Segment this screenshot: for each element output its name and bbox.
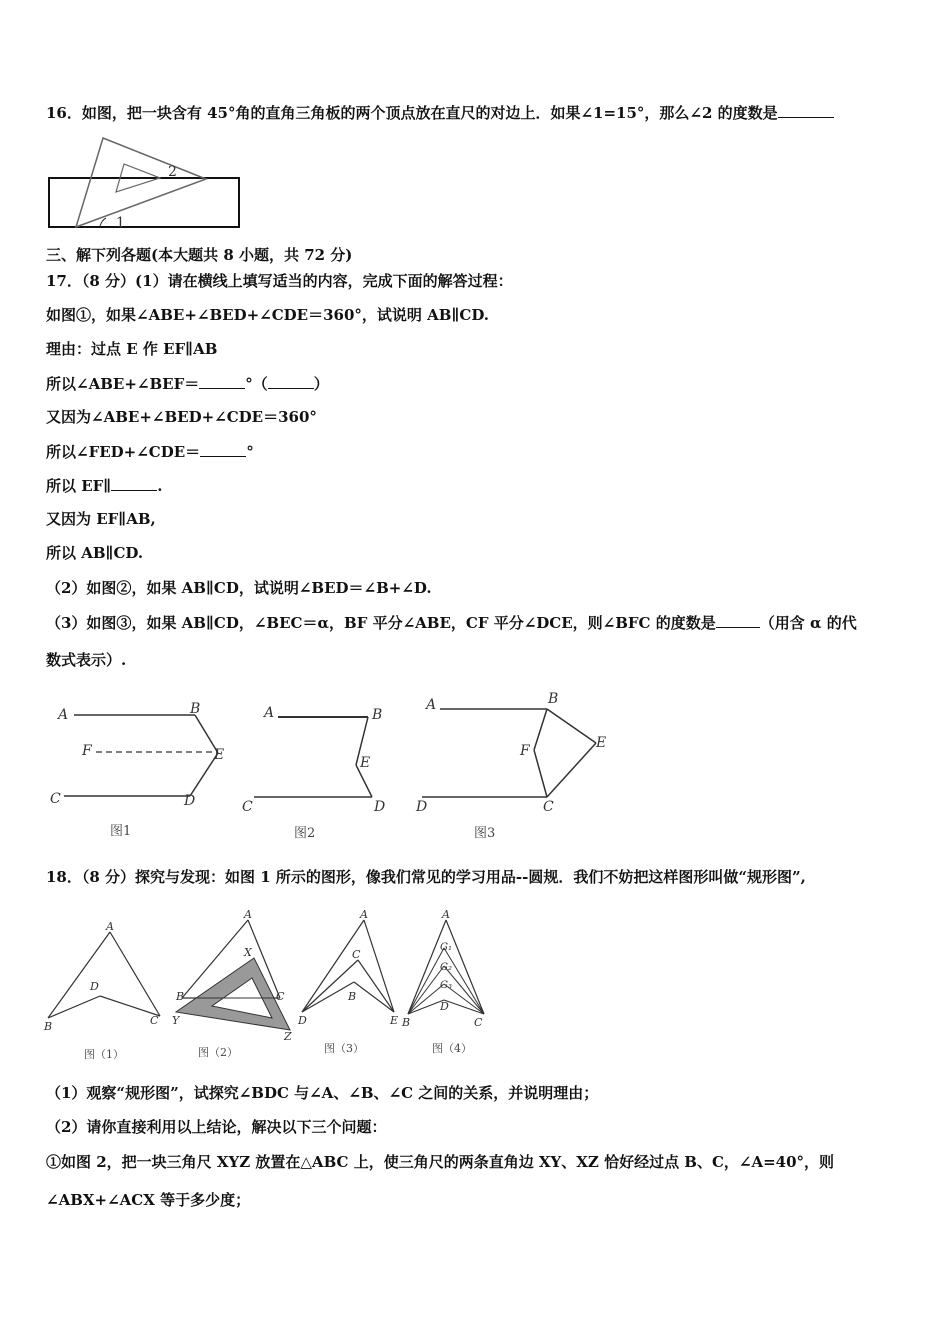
label-C: C [276,990,285,1003]
label-B: B [548,691,559,707]
q17-part-3: （3）如图③，如果 AB∥CD，∠BEC＝α，BF 平分∠ABE，CF 平分∠DCE，则∠BFC 的度数是 （用含 α 的代 [46,614,857,632]
label-A: A [264,705,275,721]
q17-line-3: 所以∠ABE+∠BEF＝ °（ ） [46,375,329,393]
label-E: E [390,1014,399,1027]
label-B: B [348,990,357,1003]
label-G2: G₂ [440,962,452,973]
q17-figure-1 [40,695,240,845]
label-B: B [44,1020,53,1033]
q18-figure-1 [40,918,170,1063]
q17-line-4: 又因为∠ABE+∠BED+∠CDE＝360° [46,408,317,426]
q16-answer-blank[interactable] [778,102,834,118]
q17-blank-3[interactable] [200,441,246,457]
caption-fig3: 图3 [474,826,496,841]
q17-blank-2[interactable] [268,373,314,389]
label-C: C [474,1016,483,1029]
q16-text: 16．如图，把一块含有 45°角的直角三角板的两个顶点放在直尺的对边上．如果∠1=15°，那么∠2 的度数是 [46,102,834,123]
label-X: X [244,946,252,959]
q17-line-1: 如图①，如果∠ABE+∠BED+∠CDE＝360°，试说明 AB∥CD. [46,306,490,324]
label-D: D [374,799,386,815]
q16-figure [46,134,246,234]
label-A: A [426,697,437,713]
label-C: C [150,1014,159,1027]
label-D: D [298,1014,307,1027]
q17-part-2: （2）如图②，如果 AB∥CD，试说明∠BED＝∠B+∠D. [46,579,432,597]
q17-line-7: 又因为 EF∥AB, [46,510,156,528]
label-F: F [82,743,92,759]
q18-part-2-item-1: ①如图 2，把一块三角尺 XYZ 放置在△ABC 上，使三角尺的两条直角边 XY、XZ 恰好经过点 B、C，∠A=40°，则 [46,1153,835,1171]
q17-blank-5[interactable] [716,612,760,628]
caption-fig1: 图（1） [84,1048,124,1061]
angle-2-label: 2 [168,164,177,180]
label-A: A [442,908,450,921]
caption-fig3: 图（3） [324,1042,364,1055]
label-C: C [50,791,61,807]
q18-figure-3 [296,908,406,1058]
q18-figure-2 [168,908,303,1058]
triangle-ruler [76,138,206,227]
label-D: D [90,980,99,993]
q17-line-5: 所以∠FED+∠CDE＝ ° [46,443,254,461]
q17-blank-4[interactable] [111,475,157,491]
label-D: D [416,799,428,815]
q18-part-2-item-1-cont: ∠ABX+∠ACX 等于多少度； [46,1191,251,1209]
q17-part-3-cont: 数式表示）. [46,651,127,669]
q17-line-8: 所以 AB∥CD. [46,544,144,562]
q17-figure-3 [410,685,620,845]
label-C: C [543,799,554,815]
q18-part-2: （2）请你直接利用以上结论，解决以下三个问题： [46,1118,387,1136]
q17-line-6: 所以 EF∥ . [46,477,163,495]
label-D: D [440,1000,449,1013]
label-Y: Y [172,1014,180,1027]
label-B: B [176,990,185,1003]
q18-part-1: （1）观察“规形图”，试探究∠BDC 与∠A、∠B、∠C 之间的关系，并说明理由； [46,1084,599,1102]
label-Z: Z [284,1030,292,1043]
angle-1-label: 1 [116,215,125,231]
label-A: A [58,707,69,723]
caption-fig4: 图（4） [432,1042,472,1055]
label-B: B [372,707,383,723]
label-A: A [244,908,252,921]
caption-fig2: 图（2） [198,1046,238,1059]
label-A: A [360,908,368,921]
label-A: A [106,920,114,933]
caption-fig2: 图2 [294,826,316,841]
section-3-heading: 三、解下列各题(本大题共 8 小题，共 72 分) [46,246,353,264]
label-F: F [520,743,530,759]
label-B: B [402,1016,411,1029]
label-G1: G₁ [440,942,452,953]
q17-figure-2 [236,695,406,845]
label-D: D [184,793,196,809]
q18-figure-4 [400,908,500,1058]
label-G3: G₃ [440,980,452,991]
label-C: C [352,948,361,961]
q17-blank-1[interactable] [199,373,245,389]
label-E: E [596,735,607,751]
label-B: B [190,701,201,717]
label-E: E [360,755,371,771]
q17-head: 17．（8 分）(1）请在横线上填写适当的内容，完成下面的解答过程： [46,272,513,290]
q18-head: 18．（8 分）探究与发现：如图 1 所示的图形，像我们常见的学习用品--圆规．我们不妨把这样图形叫做“规形图”, [46,868,806,886]
caption-fig1: 图1 [110,824,132,839]
q17-line-2: 理由：过点 E 作 EF∥AB [46,340,218,358]
label-E: E [214,747,225,763]
label-C: C [242,799,253,815]
